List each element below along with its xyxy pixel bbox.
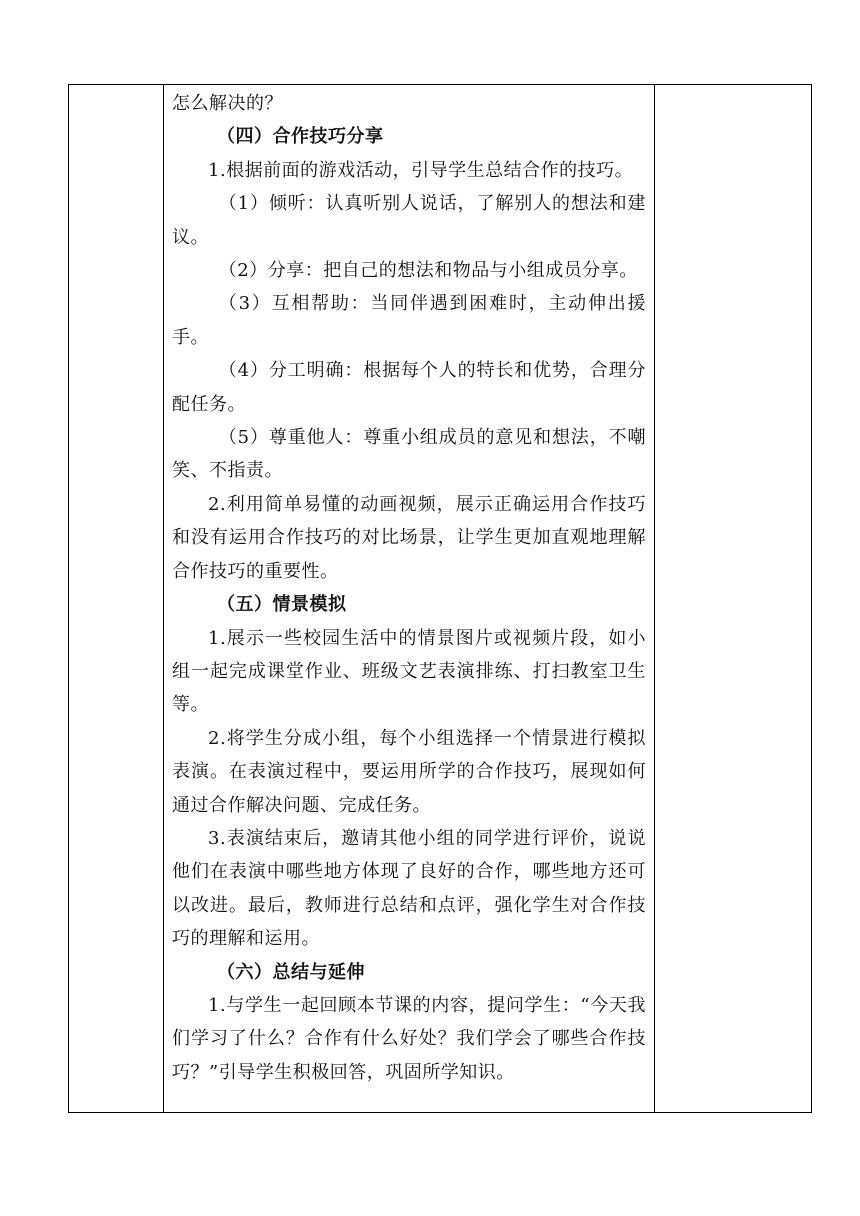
right-column-cell bbox=[655, 85, 812, 1113]
content-cell bbox=[164, 85, 655, 1113]
table-row bbox=[69, 85, 812, 1113]
list-item: （2）分享：把自己的想法和物品与小组成员分享。 bbox=[218, 260, 638, 282]
section-heading-5: （五）情景模拟 bbox=[217, 594, 347, 616]
paragraph-continuation: 怎么解决的？ bbox=[172, 93, 283, 114]
left-column-cell bbox=[69, 85, 164, 1113]
list-item: （4）分工明确：根据每个人的特长和优势，合理分配任务。 bbox=[172, 360, 646, 415]
paragraph: 2.将学生分成小组，每个小组选择一个情景进行模拟表演。在表演过程中，要运用所学的合作技巧，展现如何通过合作解决问题、完成任务。 bbox=[172, 727, 646, 816]
lesson-content bbox=[164, 85, 654, 1089]
list-item: （3）互相帮助：当同伴遇到困难时，主动伸出援手。 bbox=[172, 293, 646, 348]
paragraph: 1.与学生一起回顾本节课的内容，提问学生：“今天我们学习了什么？合作有什么好处？我们学会了哪些合作技巧？”引导学生积极回答，巩固所学知识。 bbox=[172, 994, 646, 1083]
paragraph: 1.根据前面的游戏活动，引导学生总结合作的技巧。 bbox=[208, 159, 634, 181]
paragraph: 2.利用简单易懂的动画视频，展示正确运用合作技巧和没有运用合作技巧的对比场景，让学生更加直观地理解合作技巧的重要性。 bbox=[172, 493, 646, 582]
list-item: （1）倾听：认真听别人说话，了解别人的想法和建议。 bbox=[172, 193, 646, 248]
paragraph: 3.表演结束后，邀请其他小组的同学进行评价，说说他们在表演中哪些地方体现了良好的合作，哪些地方还可以改进。最后，教师进行总结和点评，强化学生对合作技巧的理解和运用。 bbox=[172, 827, 646, 950]
paragraph: 1.展示一些校园生活中的情景图片或视频片段，如小组一起完成课堂作业、班级文艺表演排练、打扫教室卫生等。 bbox=[172, 627, 646, 716]
lesson-plan-table bbox=[68, 84, 812, 1113]
list-item: （5）尊重他人：尊重小组成员的意见和想法，不嘲笑、不指责。 bbox=[172, 427, 646, 482]
section-heading-4: （四）合作技巧分享 bbox=[217, 126, 384, 148]
section-heading-6: （六）总结与延伸 bbox=[217, 961, 365, 983]
